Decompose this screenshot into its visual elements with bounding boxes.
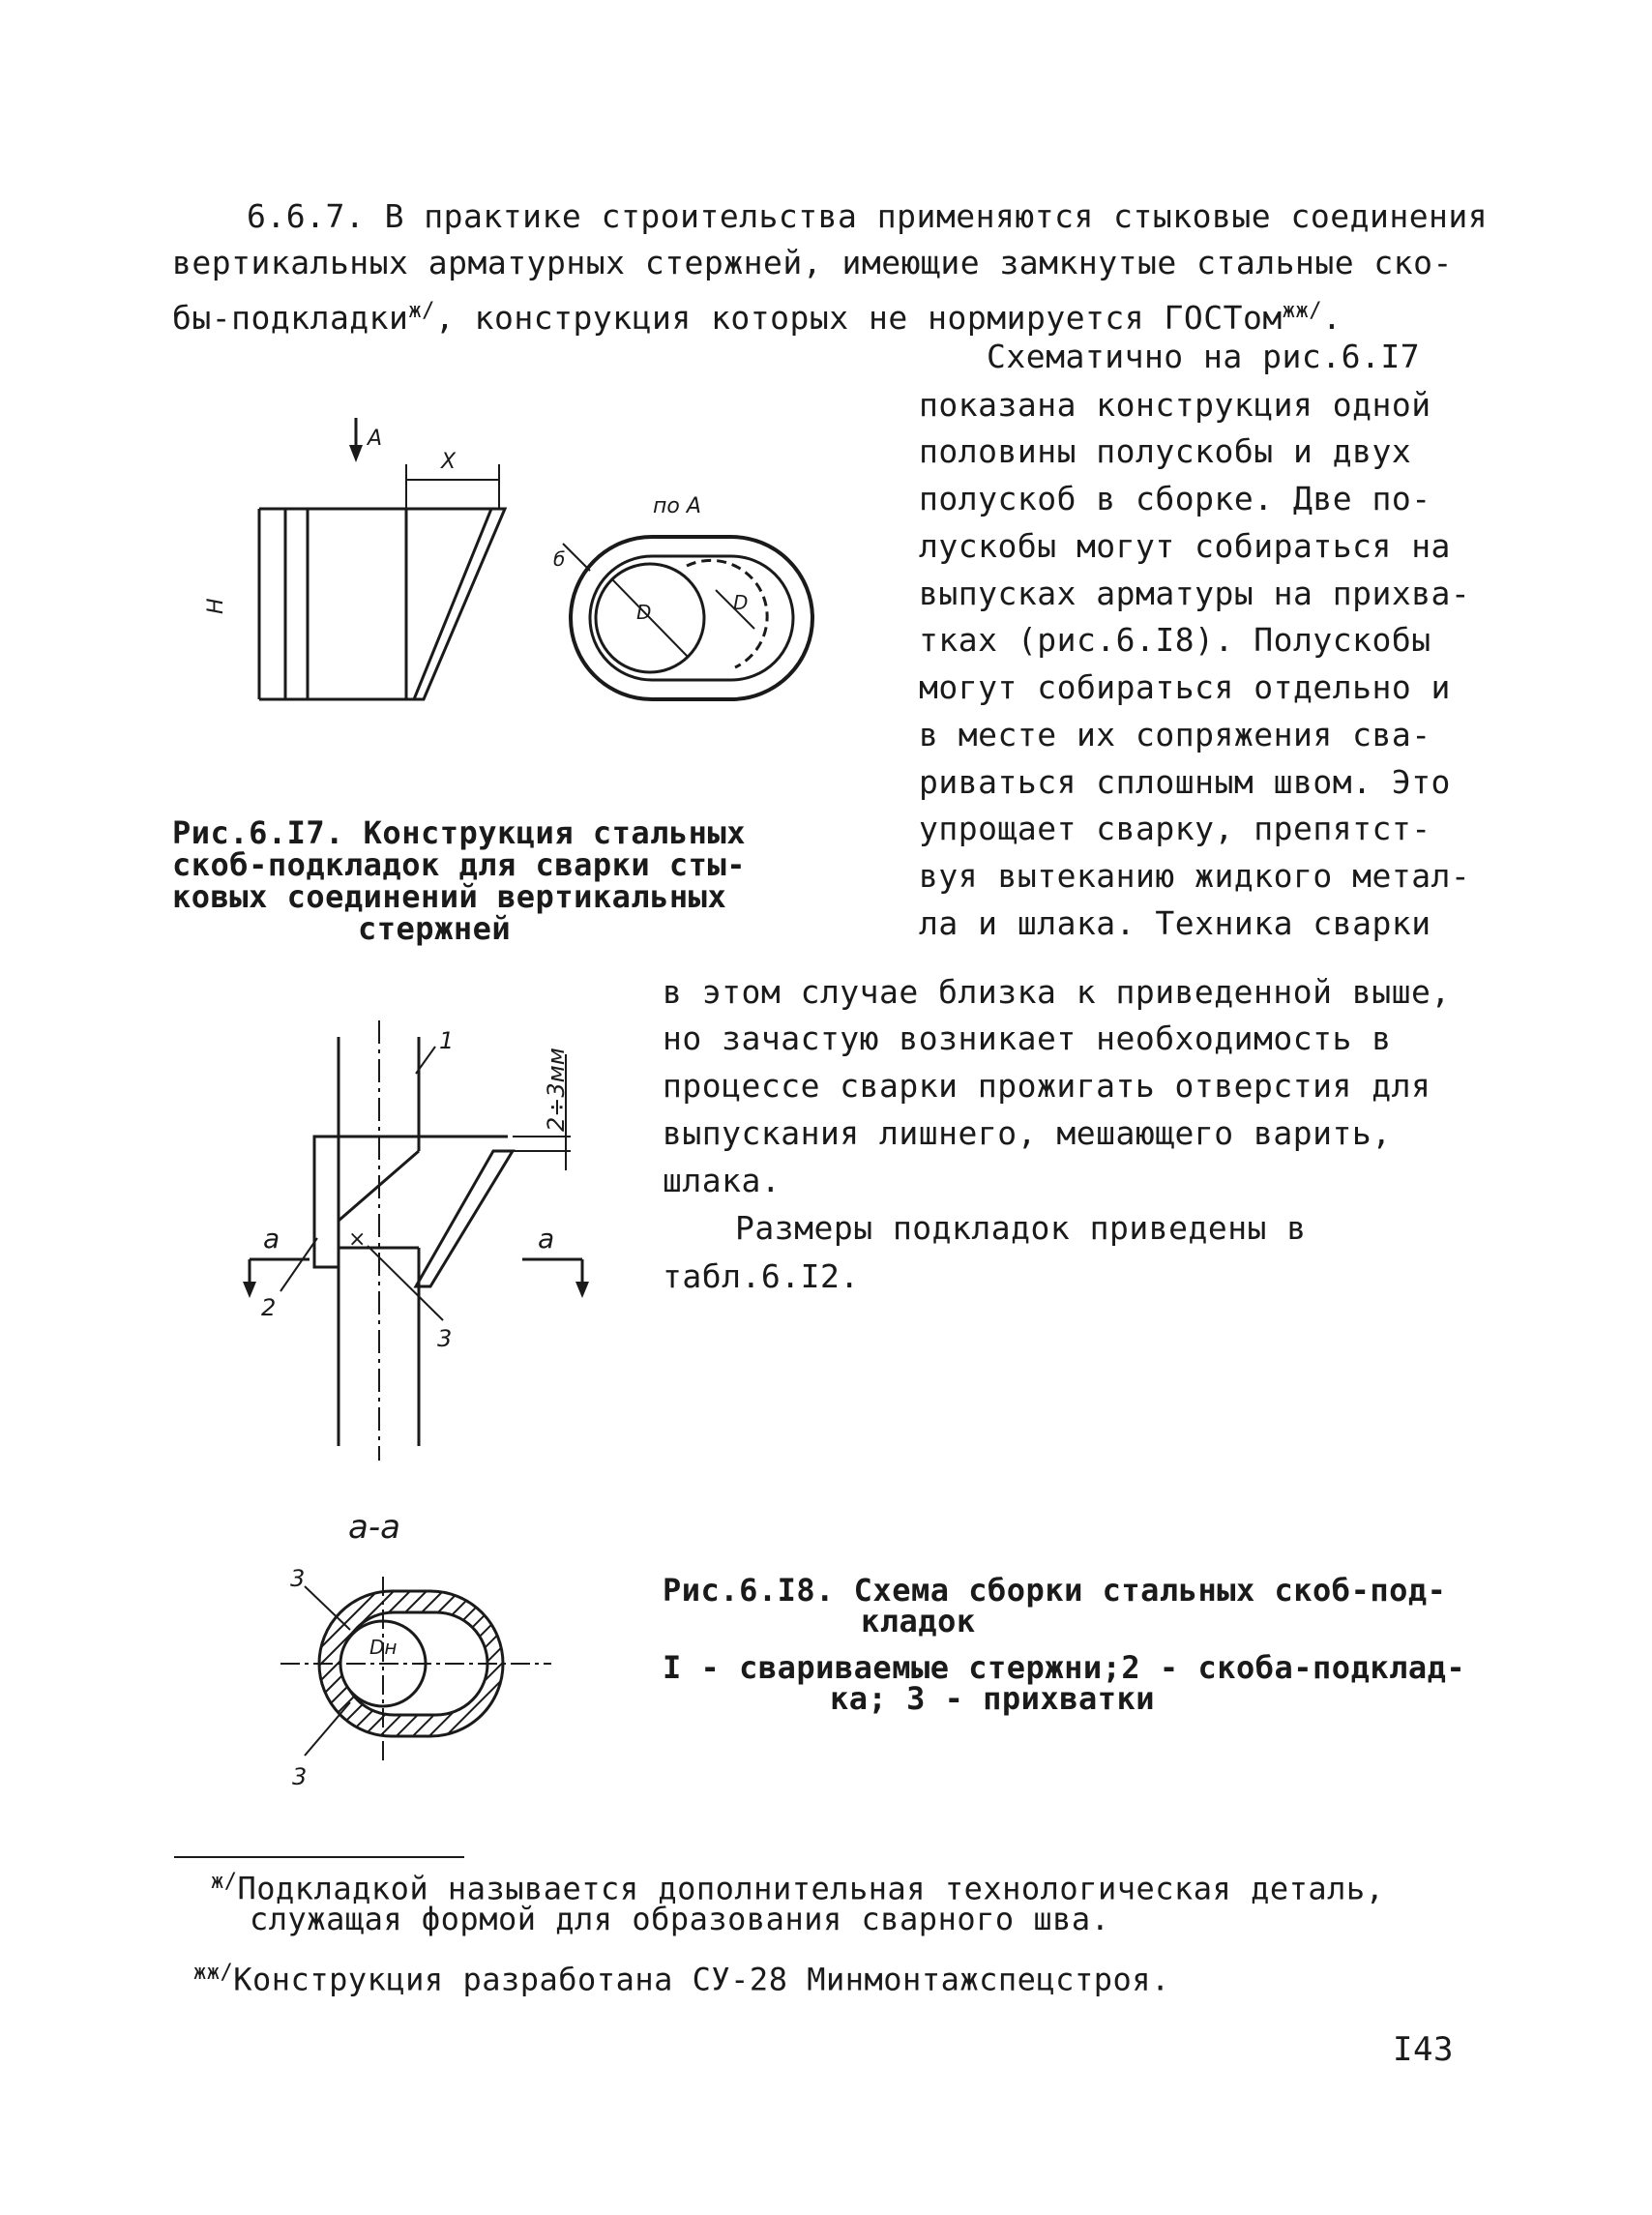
para-line-12: в месте их сопряжения сва- [919, 716, 1431, 753]
section-arrow-right-head [575, 1282, 589, 1298]
fig-6-17-caption-1: Рис.6.I7. Конструкция стальных [172, 814, 746, 851]
fig-6-17-plan-view [542, 522, 841, 716]
dim-h-label: H [204, 598, 228, 614]
label-3: 3 [437, 1325, 453, 1352]
footnote-1-mark: ж/ [211, 1870, 238, 1894]
para-line-13: риваться сплошным швом. Это [919, 763, 1451, 801]
dim-b-label: б [553, 547, 566, 571]
footnote-2-line-1 [193, 1954, 1170, 1999]
para-line-6: половины полускобы и двух [919, 432, 1412, 470]
para-line-19: процессе сварки прожигать отверстия для [663, 1067, 1431, 1105]
footnote-1-line-2: служащая формой для образования сварного шва. [250, 1901, 1110, 1937]
section-label-left: а [263, 1223, 280, 1255]
leader-2 [280, 1238, 317, 1291]
arrow-a-label: А [368, 427, 383, 451]
para-line-3-end: . [1321, 299, 1342, 337]
para-line-3-start: бы-подкладки [172, 299, 409, 337]
bar-circle-right [687, 560, 767, 667]
footnote-ref-1: ж/ [408, 299, 435, 323]
para-line-11: могут собираться отдельно и [919, 668, 1451, 706]
section-arrow-left-head [243, 1282, 256, 1298]
fig-6-17-caption-2: скоб-подкладок для сварки сты- [172, 846, 746, 883]
fig-6-17-caption-4: стержней [358, 910, 512, 947]
fig-6-17-caption-3: ковых соединений вертикальных [172, 878, 727, 915]
para-line-1: 6.6.7. В практике строительства применяются стыковые соединения [247, 197, 1489, 235]
para-line-7: полускоб в сборке. Две по- [919, 480, 1431, 517]
view-a-label: по А [653, 494, 701, 518]
fig-6-18-assembly [232, 1006, 638, 1461]
para-line-21: шлака. [663, 1162, 782, 1199]
beveled-plate [414, 509, 505, 699]
arrow-a-head [349, 445, 363, 462]
section-title: а-а [348, 1508, 400, 1547]
page-number: I43 [1393, 2030, 1454, 2069]
para-line-14: упрощает сварку, препятст- [919, 810, 1431, 847]
para-line-23: табл.6.I2. [663, 1257, 860, 1295]
bracket-left [314, 1137, 339, 1267]
section-leader-3-bottom [305, 1702, 350, 1756]
footnote-ref-2: жж/ [1282, 299, 1322, 323]
para-line-16: ла и шлака. Техника сварки [919, 904, 1431, 942]
fig-6-18-title-1: Рис.6.I8. Схема сборки стальных скоб-под- [663, 1572, 1447, 1609]
fig-6-18-legend-2: ка; 3 - прихватки [830, 1680, 1156, 1717]
para-line-9: выпусках арматуры на прихва- [919, 575, 1471, 612]
section-label-3-bottom: 3 [292, 1763, 308, 1790]
dim-d-label-2: D [733, 591, 749, 614]
dim-b-line [563, 544, 590, 571]
label-2: 2 [261, 1294, 277, 1321]
weld-mark-icon: × [348, 1227, 367, 1252]
ring-outer [571, 537, 812, 699]
fig-6-18-title-2: кладок [861, 1603, 976, 1639]
label-1: 1 [439, 1027, 455, 1054]
gap-dim-label: 2÷3мм [543, 1048, 570, 1132]
para-line-2: вертикальных арматурных стержней, имеющие замкнутые стальные ско- [172, 244, 1453, 281]
para-line-20: выпускания лишнего, мешающего варить, [663, 1114, 1392, 1152]
fig-6-18-section [261, 1509, 580, 1799]
footnote-2-text-1: Конструкция разработана СУ-28 Минмонтажспецстроя. [233, 1961, 1170, 1998]
bracket-right [416, 1151, 513, 1286]
fig-6-18-legend-1: I - свариваемые стержни;2 - скоба-подклад- [663, 1649, 1466, 1686]
ring-inner [590, 556, 793, 680]
para-line-8: лускобы могут собираться на [919, 527, 1451, 565]
para-line-17: в этом случае близка к приведенной выше, [663, 973, 1451, 1011]
para-line-5: показана конструкция одной [919, 386, 1431, 424]
para-line-4: Схематично на рис.6.I7 [987, 338, 1421, 375]
footnote-2-mark: жж/ [193, 1961, 234, 1985]
section-label-3-top: 3 [290, 1565, 306, 1592]
dim-d-label-1: D [636, 601, 652, 624]
footnote-rule [174, 1856, 464, 1858]
section-label-right: а [538, 1223, 555, 1255]
para-line-22: Размеры подкладок приведены в [735, 1209, 1307, 1247]
para-line-15: вуя вытеканию жидкого метал- [919, 857, 1471, 895]
dim-x-label: X [441, 450, 457, 474]
section-dh-label: Dн [369, 1636, 398, 1659]
footnote-1-text-1: Подкладкой называется дополнительная технологическая деталь, [237, 1870, 1385, 1907]
para-line-10: тках (рис.6.I8). Полускобы [919, 621, 1431, 659]
para-line-3-mid: , конструкция которых не нормируется ГОСТом [434, 299, 1283, 337]
para-line-18: но зачастую возникает необходимость в [663, 1019, 1392, 1057]
